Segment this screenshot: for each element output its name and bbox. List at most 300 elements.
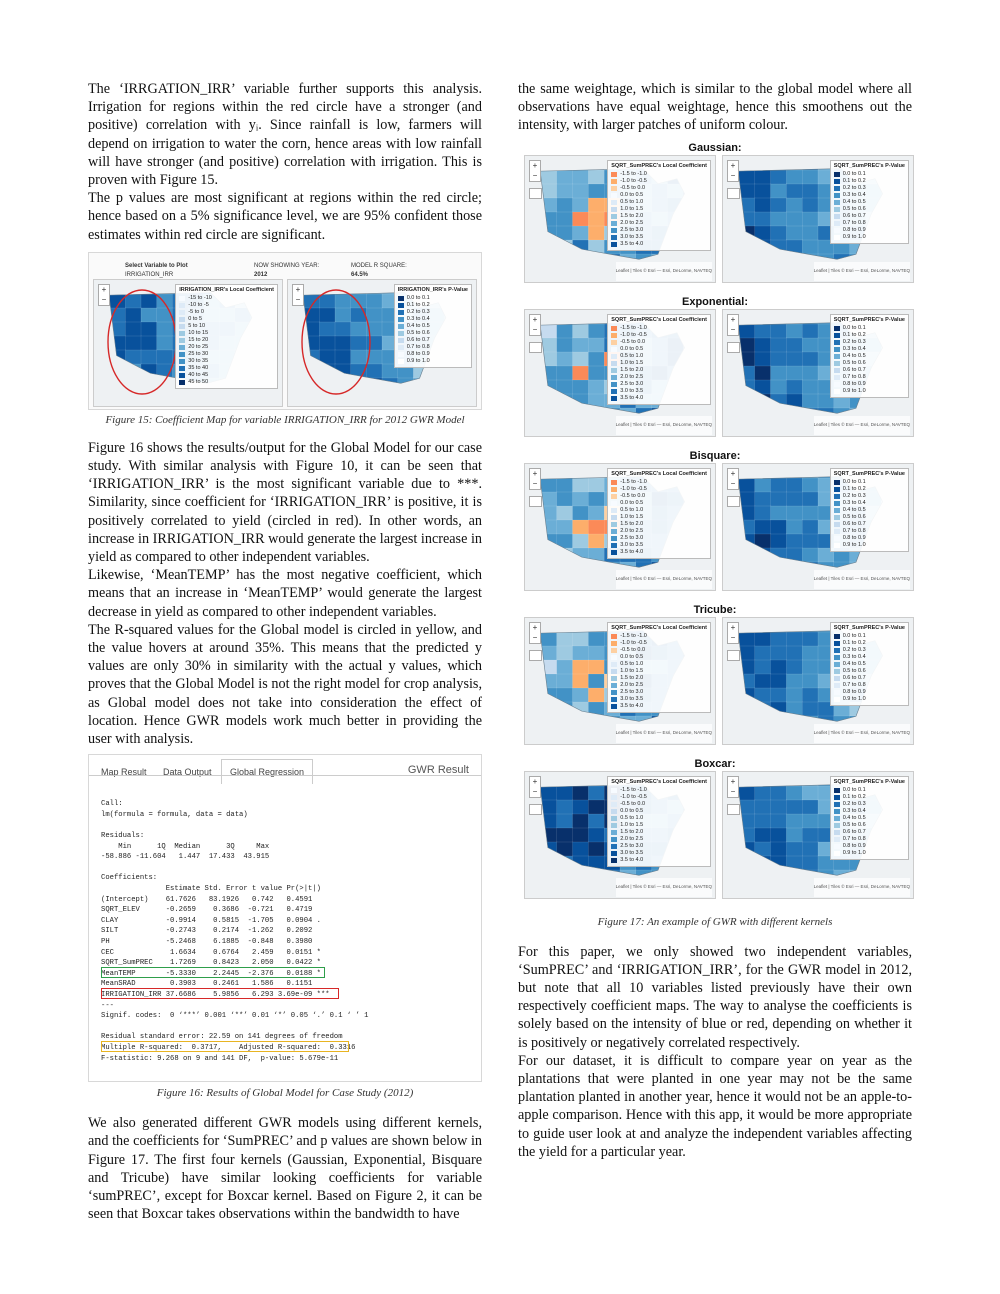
legend-title: SQRT_SumPREC's P-Value: [833, 778, 905, 785]
map-cell: [786, 156, 802, 171]
map-cell: [557, 562, 573, 577]
map-cell: [786, 324, 802, 339]
map-cell: [573, 212, 589, 227]
legend-label: 0.6 to 0.7: [842, 212, 866, 219]
map-cell: [573, 884, 589, 898]
fig15-pvalue-map[interactable]: [287, 279, 477, 407]
map-cell: [573, 828, 589, 843]
legend-swatch: [834, 326, 840, 331]
legend-item: [611, 535, 707, 542]
legend-item: [834, 367, 905, 374]
map-cell: [755, 492, 771, 507]
map-cell: [573, 198, 589, 213]
map-cell: [588, 226, 604, 241]
legend-swatch: [834, 795, 840, 800]
legend-label: 2.5 to 3.0: [620, 688, 644, 695]
legend-swatch: [834, 228, 840, 233]
legend-swatch: [179, 296, 185, 301]
map-attribution[interactable]: Leaflet | Tiles © Esri — Esri, DeLorme, NAVTEQ: [814, 262, 910, 280]
output-line: SILT -0.2743 0.2174 -1.262 0.2092: [101, 927, 313, 936]
map-cell: [541, 170, 557, 185]
legend-label: 3.5 to 4.0: [620, 856, 644, 863]
zoom-control[interactable]: + −: [727, 776, 739, 798]
map-cell: [802, 478, 818, 493]
map-cell: [557, 324, 573, 339]
output-line: Residuals:: [101, 832, 145, 841]
map-cell: [786, 380, 802, 395]
map-cell: [588, 828, 604, 843]
map-cell: [802, 352, 818, 367]
layers-icon[interactable]: [529, 804, 542, 815]
zoom-control[interactable]: + −: [98, 284, 110, 306]
map-cell: [588, 548, 604, 563]
legend-label: 0.7 to 0.8: [842, 527, 866, 534]
zoom-control[interactable]: + −: [727, 622, 739, 644]
map-cell: [786, 268, 802, 282]
map-cell: [588, 408, 604, 423]
legend-item: [611, 857, 707, 864]
map-cell: [541, 478, 557, 493]
legend-label: -0.5 to 0.0: [620, 492, 646, 499]
map-cell: [525, 226, 541, 241]
map-cell: [525, 814, 541, 829]
map-cell: [802, 338, 818, 353]
map-legend: [607, 314, 711, 405]
legend-item: [834, 493, 905, 500]
map-cell: [460, 392, 476, 406]
legend-label: 1.5 to 2.0: [620, 212, 644, 219]
output-line: IRRIGATION_IRR 37.6686 5.9856 6.293 3.69e-09 ***: [101, 990, 330, 999]
map-cell: [723, 240, 739, 255]
output-line: MeanTEMP -5.3330 2.2445 -2.376 0.0188 *: [101, 969, 321, 978]
map-cell: [588, 814, 604, 829]
legend-swatch: [834, 522, 840, 527]
legend-item: [611, 381, 707, 388]
legend-label: 0.5 to 0.6: [842, 359, 866, 366]
map-cell: [802, 688, 818, 703]
legend-item: [611, 689, 707, 696]
map-cell: [802, 198, 818, 213]
map-cell: [739, 520, 755, 535]
zoom-control[interactable]: + −: [529, 468, 541, 490]
map-legend: [830, 776, 909, 860]
map-cell: [588, 562, 604, 577]
legend-swatch: [834, 200, 840, 205]
map-attribution[interactable]: Leaflet | Tiles © Esri — Esri, DeLorme, NAVTEQ: [616, 262, 712, 280]
layers-icon[interactable]: [727, 650, 740, 661]
map-cell: [755, 702, 771, 717]
legend-label: -1.5 to -1.0: [620, 170, 647, 177]
legend-label: 2.5 to 3.0: [620, 842, 644, 849]
map-attribution[interactable]: Leaflet | Tiles © Esri — Esri, DeLorme, NAVTEQ: [616, 416, 712, 434]
map-legend: [830, 622, 909, 706]
year-label: NOW SHOWING YEAR:: [254, 262, 320, 269]
legend-swatch: [834, 179, 840, 184]
zoom-control[interactable]: + −: [529, 160, 541, 182]
zoom-control[interactable]: + −: [727, 314, 739, 336]
map-cell: [739, 380, 755, 395]
map-cell: [557, 198, 573, 213]
legend-label: 0.6 to 0.7: [842, 674, 866, 681]
highlight-irrigation: [101, 988, 339, 999]
legend-swatch: [179, 331, 185, 336]
layers-icon[interactable]: [727, 188, 740, 199]
kernel-0-coefficient-map[interactable]: [524, 155, 716, 283]
zoom-control[interactable]: + −: [529, 776, 541, 798]
right-para-1: the same weightage, which is similar to the global model where all observations have equal weightage, hence this smoothens out the intensity, with larger patches of uniform colour.: [518, 81, 912, 134]
legend-item: [611, 682, 707, 689]
tab-map-result[interactable]: Map Result: [101, 767, 147, 778]
fig15-coefficient-map[interactable]: [93, 279, 283, 407]
map-cell: [366, 308, 382, 323]
map-cell: [525, 506, 541, 521]
legend-item: [611, 542, 707, 549]
map-cell: [755, 198, 771, 213]
map-cell: [557, 772, 573, 787]
kernel-4-coefficient-map[interactable]: [524, 771, 716, 899]
map-cell: [786, 520, 802, 535]
map-cell: [786, 170, 802, 185]
map-cell: [141, 336, 157, 351]
map-cell: [429, 378, 445, 393]
legend-swatch: [398, 310, 404, 315]
legend-label: 0.7 to 0.8: [842, 219, 866, 226]
map-attribution[interactable]: Leaflet | Tiles © Esri — Esri, DeLorme, NAVTEQ: [814, 878, 910, 896]
figure-16-caption: Figure 16: Results of Global Model for Case Study (2012): [156, 1087, 414, 1100]
map-cell: [755, 212, 771, 227]
map-cell: [786, 688, 802, 703]
legend-label: 1.5 to 2.0: [620, 520, 644, 527]
legend-label: 1.5 to 2.0: [620, 366, 644, 373]
legend-label: 0.5 to 1.0: [620, 352, 644, 359]
left-para-4: Likewise, ‘MeanTEMP’ has the most negative coefficient, which means that an increase in ‘MeanTEMP’ would generate the largest decrease in yield as compared to other independent variables.: [88, 567, 482, 620]
zoom-control[interactable]: + −: [529, 314, 541, 336]
map-cell: [802, 492, 818, 507]
map-cell: [366, 392, 382, 406]
legend-item: [834, 521, 905, 528]
legend-label: 0.9 to 1.0: [842, 233, 866, 240]
map-cell: [739, 660, 755, 675]
tab-data-output[interactable]: Data Output: [163, 767, 212, 778]
map-cell: [739, 366, 755, 381]
map-cell: [573, 702, 589, 717]
regression-output: [101, 799, 368, 1064]
zoom-control[interactable]: + −: [292, 284, 304, 306]
map-cell: [304, 280, 320, 295]
map-cell: [786, 464, 802, 479]
map-cell: [525, 716, 541, 731]
map-cell: [573, 310, 589, 325]
map-cell: [557, 408, 573, 423]
map-cell: [366, 378, 382, 393]
legend-label: 3.5 to 4.0: [620, 548, 644, 555]
map-cell: [786, 534, 802, 549]
legend-label: 30 to 35: [188, 357, 209, 364]
map-cell: [786, 394, 802, 409]
map-cell: [588, 212, 604, 227]
legend-item: [611, 206, 707, 213]
map-cell: [771, 254, 787, 269]
map-cell: [588, 842, 604, 857]
map-cell: [739, 786, 755, 801]
kernel-2-pvalue-map[interactable]: [722, 463, 914, 591]
legend-swatch: [611, 522, 617, 527]
map-legend: [830, 314, 909, 398]
legend-label: 0.5 to 1.0: [620, 814, 644, 821]
map-cell: [771, 884, 787, 898]
legend-item: [611, 801, 707, 808]
map-cell: [573, 632, 589, 647]
legend-item: [834, 528, 905, 535]
map-cell: [786, 576, 802, 590]
map-cell: [125, 378, 141, 393]
legend-label: 0.3 to 0.4: [842, 653, 866, 660]
layers-icon[interactable]: [529, 650, 542, 661]
map-cell: [588, 688, 604, 703]
map-cell: [723, 576, 739, 590]
kernel-3-coefficient-map[interactable]: [524, 617, 716, 745]
map-cell: [755, 772, 771, 787]
map-cell: [557, 464, 573, 479]
legend-label: 0.0 to 0.5: [620, 499, 644, 506]
map-cell: [541, 786, 557, 801]
map-cell: [802, 506, 818, 521]
map-cell: [157, 308, 173, 323]
map-attribution[interactable]: Leaflet | Tiles © Esri — Esri, DeLorme, NAVTEQ: [616, 724, 712, 742]
map-cell: [771, 464, 787, 479]
legend-item: [398, 309, 468, 316]
map-cell: [723, 254, 739, 269]
map-attribution[interactable]: Leaflet | Tiles © Esri — Esri, DeLorme, NAVTEQ: [616, 878, 712, 896]
legend-swatch: [834, 501, 840, 506]
map-cell: [573, 800, 589, 815]
map-cell: [723, 212, 739, 227]
legend-item: [611, 227, 707, 234]
legend-item: [611, 339, 707, 346]
map-cell: [573, 478, 589, 493]
map-cell: [525, 856, 541, 871]
map-cell: [755, 842, 771, 857]
legend-title: SQRT_SumPREC's P-Value: [833, 316, 905, 323]
map-cell: [739, 674, 755, 689]
legend-label: 0.4 to 0.5: [842, 814, 866, 821]
map-cell: [557, 716, 573, 731]
variable-select[interactable]: IRRIGATION_IRR: [125, 266, 217, 286]
map-cell: [557, 380, 573, 395]
map-cell: [755, 268, 771, 282]
map-cell: [557, 730, 573, 744]
map-attribution[interactable]: Leaflet | Tiles © Esri — Esri, DeLorme, NAVTEQ: [814, 416, 910, 434]
layers-icon[interactable]: [529, 188, 542, 199]
map-cell: [739, 632, 755, 647]
map-cell: [739, 464, 755, 479]
zoom-control[interactable]: + −: [529, 622, 541, 644]
legend-label: 3.0 to 3.5: [620, 541, 644, 548]
map-cell: [335, 308, 351, 323]
map-cell: [771, 184, 787, 199]
legend-label: 0.8 to 0.9: [842, 226, 866, 233]
legend-label: 0.0 to 0.5: [620, 653, 644, 660]
map-cell: [141, 308, 157, 323]
kernel-0-pvalue-map[interactable]: [722, 155, 914, 283]
map-cell: [588, 800, 604, 815]
legend-item: [834, 535, 905, 542]
legend-swatch: [611, 396, 617, 401]
legend-item: [611, 647, 707, 654]
r2-value: 64.5%: [351, 271, 369, 278]
legend-label: 1.0 to 1.5: [620, 821, 644, 828]
map-cell: [557, 394, 573, 409]
map-cell: [94, 378, 110, 393]
map-cell: [235, 392, 251, 406]
map-cell: [319, 308, 335, 323]
legend-swatch: [834, 802, 840, 807]
legend-label: 0.2 to 0.3: [842, 800, 866, 807]
legend-swatch: [398, 331, 404, 336]
map-cell: [335, 336, 351, 351]
map-cell: [739, 422, 755, 436]
map-cell: [382, 392, 398, 406]
legend-swatch: [611, 501, 617, 506]
map-cell: [525, 366, 541, 381]
map-cell: [771, 324, 787, 339]
legend-item: [834, 507, 905, 514]
legend-label: 0.3 to 0.4: [842, 345, 866, 352]
map-cell: [557, 702, 573, 717]
map-cell: [588, 576, 604, 590]
legend-item: [611, 703, 707, 710]
map-cell: [573, 730, 589, 744]
map-cell: [525, 422, 541, 436]
map-cell: [188, 392, 204, 406]
map-cell: [219, 392, 235, 406]
legend-label: -0.5 to 0.0: [620, 184, 646, 191]
legend-swatch: [611, 809, 617, 814]
map-cell: [335, 280, 351, 295]
legend-item: [611, 353, 707, 360]
kernel-1-coefficient-map[interactable]: [524, 309, 716, 437]
map-cell: [413, 378, 429, 393]
legend-item: [834, 171, 905, 178]
layers-icon[interactable]: [727, 804, 740, 815]
kernel-1-pvalue-map[interactable]: [722, 309, 914, 437]
layers-icon[interactable]: [529, 342, 542, 353]
map-cell: [786, 212, 802, 227]
map-cell: [786, 828, 802, 843]
map-cell: [588, 338, 604, 353]
map-cell: [304, 336, 320, 351]
legend-item: [611, 479, 707, 486]
map-cell: [771, 562, 787, 577]
legend-item: [834, 689, 905, 696]
layers-icon[interactable]: [727, 496, 740, 507]
legend-swatch: [611, 487, 617, 492]
legend-item: [611, 325, 707, 332]
map-cell: [786, 814, 802, 829]
map-cell: [588, 184, 604, 199]
kernel-2-coefficient-map[interactable]: [524, 463, 716, 591]
legend-item: [834, 360, 905, 367]
gwr-result-brand: GWR Result: [407, 764, 469, 777]
legend-label: 0.0 to 0.1: [406, 294, 430, 301]
legend-item: [834, 479, 905, 486]
map-cell: [802, 170, 818, 185]
map-cell: [723, 394, 739, 409]
legend-label: 0.5 to 1.0: [620, 660, 644, 667]
legend-label: 0.9 to 1.0: [842, 695, 866, 702]
map-cell: [573, 184, 589, 199]
map-cell: [125, 322, 141, 337]
map-attribution[interactable]: Leaflet | Tiles © Esri — Esri, DeLorme, NAVTEQ: [814, 724, 910, 742]
legend-label: -1.5 to -1.0: [620, 478, 647, 485]
legend-label: 0.7 to 0.8: [406, 343, 430, 350]
zoom-control[interactable]: + −: [727, 160, 739, 182]
legend-swatch: [611, 515, 617, 520]
zoom-control[interactable]: + −: [727, 468, 739, 490]
map-cell: [573, 534, 589, 549]
map-cell: [557, 156, 573, 171]
map-cell: [573, 786, 589, 801]
map-cell: [802, 240, 818, 255]
layers-icon[interactable]: [529, 496, 542, 507]
legend-item: [611, 234, 707, 241]
legend-item: [611, 220, 707, 227]
legend-label: 0.8 to 0.9: [842, 842, 866, 849]
legend-swatch: [611, 179, 617, 184]
legend-swatch: [179, 317, 185, 322]
legend-item: [834, 220, 905, 227]
map-cell: [541, 254, 557, 269]
legend-swatch: [834, 186, 840, 191]
map-cell: [755, 170, 771, 185]
map-cell: [739, 352, 755, 367]
legend-item: [179, 344, 274, 351]
kernel-4-pvalue-map[interactable]: [722, 771, 914, 899]
map-cell: [525, 884, 541, 898]
legend-item: [398, 323, 468, 330]
legend-swatch: [834, 830, 840, 835]
legend-swatch: [611, 788, 617, 793]
kernel-3-pvalue-map[interactable]: [722, 617, 914, 745]
output-line: -58.886 -11.604 1.447 17.433 43.915: [101, 853, 270, 862]
map-cell: [755, 464, 771, 479]
map-cell: [573, 268, 589, 282]
legend-item: [611, 500, 707, 507]
map-cell: [525, 562, 541, 577]
legend-swatch: [611, 676, 617, 681]
map-cell: [525, 408, 541, 423]
legend-item: [834, 178, 905, 185]
legend-swatch: [611, 536, 617, 541]
map-cell: [755, 618, 771, 633]
map-cell: [771, 702, 787, 717]
legend-item: [611, 171, 707, 178]
map-cell: [723, 730, 739, 744]
map-cell: [802, 772, 818, 787]
tab-global-regression[interactable]: Global Regression: [221, 759, 313, 784]
map-attribution[interactable]: Leaflet | Tiles © Esri — Esri, DeLorme, NAVTEQ: [814, 570, 910, 588]
map-cell: [771, 814, 787, 829]
map-cell: [573, 156, 589, 171]
map-cell: [755, 240, 771, 255]
map-attribution[interactable]: Leaflet | Tiles © Esri — Esri, DeLorme, NAVTEQ: [616, 570, 712, 588]
legend-swatch: [834, 655, 840, 660]
layers-icon[interactable]: [727, 342, 740, 353]
map-cell: [588, 254, 604, 269]
map-cell: [125, 350, 141, 365]
map-cell: [110, 280, 126, 295]
map-legend: [830, 160, 909, 244]
